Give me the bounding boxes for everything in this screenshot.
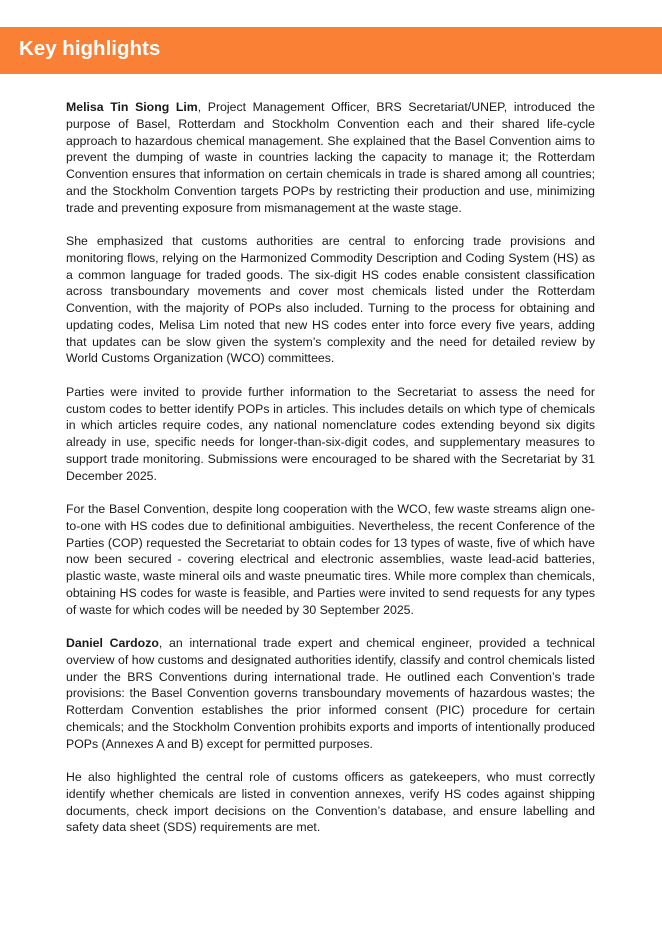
paragraph (66, 233, 595, 367)
document-body (66, 99, 595, 853)
paragraph (66, 769, 595, 836)
speaker-name: Daniel Cardozo (66, 636, 159, 651)
paragraph-text: , Project Management Officer, BRS Secretariat/UNEP, introduced the purpose of Basel, Rotterdam and Stockholm Convention each and their shared life-cycle approach to hazardous chemical management. She explained that the Basel Convention aims to prevent the dumping of waste in countries lacking the capacity to manage it; the Rotterdam Convention ensures that information on certain chemicals in trade is shared among all countries; and the Stockholm Convention targets POPs by restricting their production and use, minimizing trade and preventing exposure from mismanagement at the waste stage. (66, 100, 595, 215)
section-title: Key highlights (19, 37, 161, 60)
paragraph-text: She emphasized that customs authorities are central to enforcing trade provisions and monitoring flows, relying on the Harmonized Commodity Description and Coding System (HS) as a common language for traded goods. The six-digit HS codes enable consistent classification across transboundary movements and cover most chemicals listed under the Rotterdam Convention, with the majority of POPs also included. Turning to the process for obtaining and updating codes, Melisa Lim noted that new HS codes enter into force every five years, adding that updates can be slow given the system’s complexity and the need for detailed review by World Customs Organization (WCO) committees. (66, 234, 595, 366)
paragraph (66, 99, 595, 216)
paragraph (66, 384, 595, 485)
speaker-name: Melisa Tin Siong Lim (66, 100, 198, 114)
paragraph-text: Parties were invited to provide further information to the Secretariat to assess the need for custom codes to better identify POPs in articles. This includes details on which type of chemicals in which articles require codes, any national nomenclature codes extending beyond six digits already in use, specific needs for longer-than-six-digit codes, and supplementary measures to support trade monitoring. Submissions were encouraged to be shared with the Secretariat by 31 December 2025. (66, 384, 595, 483)
paragraph-text: , an international trade expert and chemical engineer, provided a technical overview of how customs and designated authorities identify, classify and control chemicals listed under the BRS Conventions during international trade. He outlined each Convention’s trade provisions: the Basel Convention governs transboundary movements of hazardous wastes; the Rotterdam Convention establishes the prior informed consent (PIC) procedure for certain chemicals; and the Stockholm Convention prohibits exports and imports of intentionally produced POPs (Annexes A and B) except for permitted purposes. (66, 636, 595, 751)
paragraph (66, 635, 595, 752)
paragraph-text: For the Basel Convention, despite long cooperation with the WCO, few waste streams align one-to-one with HS codes due to definitional ambiguities. Nevertheless, the recent Conference of the Parties (COP) requested the Secretariat to obtain codes for 13 types of waste, five of which have now been secured - covering electrical and electronic assemblies, waste lead-acid batteries, plastic waste, waste mineral oils and waste pneumatic tires. While more complex than chemicals, obtaining HS codes for waste is feasible, and Parties were invited to send requests for any types of waste for which codes will be needed by 30 September 2025. (66, 502, 595, 617)
section-header-banner (0, 27, 662, 74)
paragraph-text: He also highlighted the central role of customs officers as gatekeepers, who must correctly identify whether chemicals are listed in convention annexes, verify HS codes against shipping documents, check import decisions on the Convention’s database, and ensure labelling and safety data sheet (SDS) requirements are met. (66, 770, 595, 835)
paragraph (66, 501, 595, 618)
